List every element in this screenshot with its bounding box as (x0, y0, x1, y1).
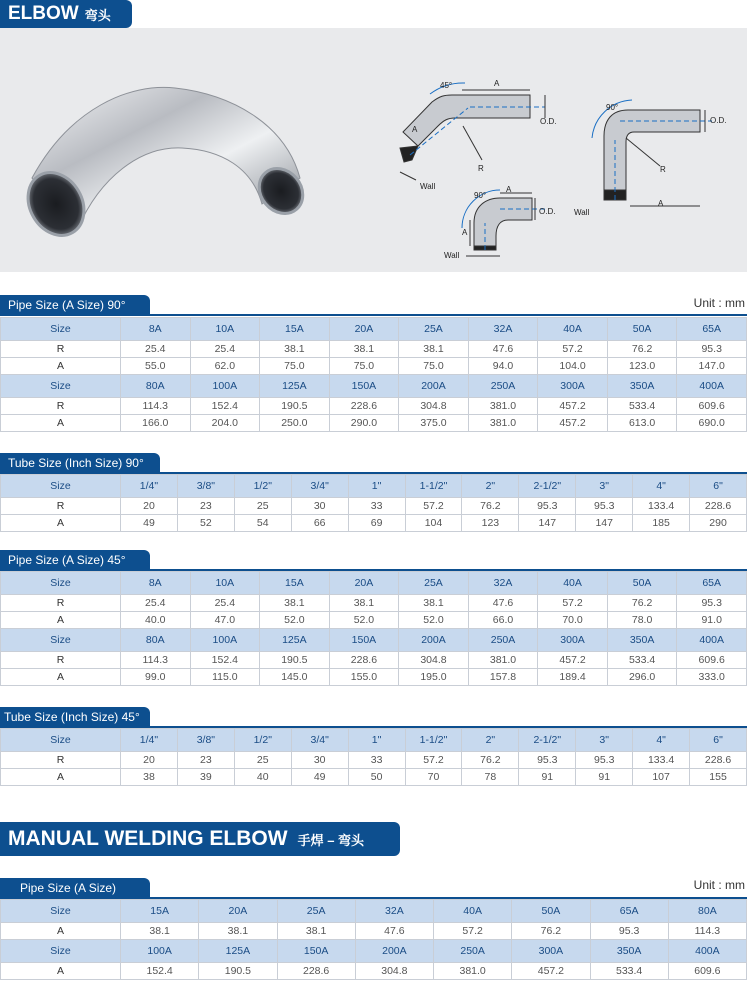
table-cell: 95.3 (677, 341, 747, 358)
table-row (1, 612, 747, 629)
table-cell: 190.5 (260, 398, 330, 415)
table-cell: 250A (468, 629, 538, 652)
table-cell: 185 (633, 515, 690, 532)
table-cell: 8A (121, 572, 191, 595)
od-label-1: O.D. (540, 117, 557, 126)
row-label-cell: R (1, 398, 121, 415)
table-cell: 65A (677, 318, 747, 341)
manual-pipe-table (0, 899, 747, 980)
table-cell: 20 (121, 498, 178, 515)
table-cell: 533.4 (607, 652, 677, 669)
table-header-row (1, 572, 747, 595)
table-cell: 204.0 (190, 415, 260, 432)
table-cell: 114.3 (668, 923, 746, 940)
table-cell: 200A (399, 375, 469, 398)
table-cell: 80A (668, 900, 746, 923)
table-cell: 10A (190, 572, 260, 595)
table-cell: 62.0 (190, 358, 260, 375)
table-header-row (1, 629, 747, 652)
table-cell: 4" (633, 475, 690, 498)
table-cell: 52.0 (329, 612, 399, 629)
table-cell: 49 (121, 515, 178, 532)
table-cell: 33 (348, 498, 405, 515)
table-cell: 49 (291, 769, 348, 786)
pipe-90-table (0, 317, 747, 432)
table-row (1, 341, 747, 358)
table-cell: 400A (668, 940, 746, 963)
table-cell: 152.4 (190, 652, 260, 669)
table-cell: 57.2 (538, 341, 608, 358)
table-cell: 125A (260, 375, 330, 398)
table-cell: 300A (512, 940, 590, 963)
table-cell: 40A (538, 572, 608, 595)
row-label-cell: Size (1, 375, 121, 398)
table-cell: 47.6 (468, 341, 538, 358)
table-cell: 1" (348, 475, 405, 498)
row-label-cell: A (1, 769, 121, 786)
unit-label-2: Unit : mm (693, 878, 745, 892)
table-cell: 25.4 (121, 341, 191, 358)
row-label-cell: A (1, 358, 121, 375)
table-cell: 52.0 (260, 612, 330, 629)
table-cell: 38.1 (399, 341, 469, 358)
row-label-cell: R (1, 752, 121, 769)
table-cell: 15A (121, 900, 199, 923)
table-row (1, 515, 747, 532)
table-cell: 23 (177, 498, 234, 515)
table-cell: 25A (399, 572, 469, 595)
table-cell: 147.0 (677, 358, 747, 375)
table-cell: 66 (291, 515, 348, 532)
table-cell: 189.4 (538, 669, 608, 686)
table-cell: 114.3 (121, 652, 191, 669)
dim-a-label-4: A (506, 185, 512, 194)
dim-a-label-1: A (494, 79, 500, 88)
table-cell: 157.8 (468, 669, 538, 686)
table-cell: 250A (434, 940, 512, 963)
table-cell: 75.0 (260, 358, 330, 375)
table-cell: 1-1/2" (405, 729, 462, 752)
table-cell: 2" (462, 729, 519, 752)
table-cell: 350A (590, 940, 668, 963)
table-cell: 78.0 (607, 612, 677, 629)
table-cell: 300A (538, 375, 608, 398)
table-cell: 250A (468, 375, 538, 398)
table-cell: 3/8" (177, 475, 234, 498)
table-cell: 99.0 (121, 669, 191, 686)
table-cell: 40 (234, 769, 291, 786)
r-label-2: R (660, 165, 666, 174)
elbow-banner (0, 0, 132, 28)
table-cell: 50A (607, 572, 677, 595)
table-cell: 38 (121, 769, 178, 786)
table-cell: 50 (348, 769, 405, 786)
table-cell: 609.6 (677, 398, 747, 415)
table-cell: 57.2 (538, 595, 608, 612)
table-cell: 457.2 (538, 652, 608, 669)
table-cell: 457.2 (538, 415, 608, 432)
dim-a-label-2: A (412, 125, 418, 134)
table-cell: 50A (607, 318, 677, 341)
table-cell: 32A (355, 900, 433, 923)
table-cell: 107 (633, 769, 690, 786)
table-cell: 25.4 (190, 595, 260, 612)
table-cell: 250.0 (260, 415, 330, 432)
table-cell: 690.0 (677, 415, 747, 432)
table-cell: 609.6 (668, 963, 746, 980)
table-cell: 80A (121, 629, 191, 652)
table-cell: 150A (329, 629, 399, 652)
table-cell: 95.3 (519, 498, 576, 515)
table-cell: 533.4 (607, 398, 677, 415)
od-label-3: O.D. (539, 207, 556, 216)
row-label-cell: A (1, 963, 121, 980)
row-label-cell: A (1, 923, 121, 940)
table-cell: 1" (348, 729, 405, 752)
table-cell: 104 (405, 515, 462, 532)
table-cell: 95.3 (576, 752, 633, 769)
table-cell: 100A (190, 629, 260, 652)
elbow-title: ELBOW (8, 3, 79, 24)
table-cell: 304.8 (355, 963, 433, 980)
table-cell: 76.2 (462, 752, 519, 769)
table-cell: 39 (177, 769, 234, 786)
table-cell: 52 (177, 515, 234, 532)
table-cell: 125A (260, 629, 330, 652)
table-row (1, 358, 747, 375)
table-row (1, 669, 747, 686)
table-cell: 147 (576, 515, 633, 532)
table-cell: 38.1 (260, 341, 330, 358)
table-cell: 123 (462, 515, 519, 532)
angle-45-label: 45° (440, 81, 453, 90)
row-label-cell: A (1, 669, 121, 686)
pipe-45-title: Pipe Size (A Size) 45° (0, 550, 150, 570)
table-cell: 609.6 (677, 652, 747, 669)
table-cell: 38.1 (199, 923, 277, 940)
table-cell: 25 (234, 498, 291, 515)
table-row (1, 769, 747, 786)
elbow-illustration (0, 28, 747, 272)
table-cell: 1/4" (121, 475, 178, 498)
table-cell: 25.4 (190, 341, 260, 358)
row-label-cell: R (1, 595, 121, 612)
table-cell: 100A (190, 375, 260, 398)
table-cell: 375.0 (399, 415, 469, 432)
table-cell: 38.1 (277, 923, 355, 940)
table-cell: 296.0 (607, 669, 677, 686)
table-cell: 104.0 (538, 358, 608, 375)
table-cell: 91 (519, 769, 576, 786)
table-cell: 133.4 (633, 752, 690, 769)
table-cell: 30 (291, 498, 348, 515)
table-cell: 3" (576, 475, 633, 498)
table-cell: 57.2 (405, 498, 462, 515)
table-cell: 69 (348, 515, 405, 532)
row-label-cell: Size (1, 475, 121, 498)
table-cell: 38.1 (121, 923, 199, 940)
manual-welding-banner (0, 822, 400, 856)
table-cell: 10A (190, 318, 260, 341)
table-row (1, 923, 747, 940)
table-cell: 350A (607, 629, 677, 652)
manual-welding-title: MANUAL WELDING ELBOW (8, 827, 288, 850)
angle-90-label-2: 90° (474, 191, 487, 200)
table-cell: 91.0 (677, 612, 747, 629)
tube-45-table (0, 728, 747, 786)
table-cell: 1/4" (121, 729, 178, 752)
table-cell: 38.1 (329, 595, 399, 612)
table-cell: 52.0 (399, 612, 469, 629)
table-cell: 3/4" (291, 475, 348, 498)
table-cell: 47.6 (468, 595, 538, 612)
drawing-45-degree (400, 83, 545, 180)
table-cell: 40.0 (121, 612, 191, 629)
table-cell: 70.0 (538, 612, 608, 629)
table-cell: 2" (462, 475, 519, 498)
table-cell: 25.4 (121, 595, 191, 612)
table-header-row (1, 729, 747, 752)
table-cell: 4" (633, 729, 690, 752)
table-cell: 25A (277, 900, 355, 923)
table-cell: 150A (329, 375, 399, 398)
table-cell: 55.0 (121, 358, 191, 375)
table-cell: 123.0 (607, 358, 677, 375)
table-cell: 95.3 (590, 923, 668, 940)
table-cell: 75.0 (399, 358, 469, 375)
pipe-90-title: Pipe Size (A Size) 90° (0, 295, 150, 315)
row-label-cell: A (1, 515, 121, 532)
table-cell: 76.2 (607, 595, 677, 612)
table-cell: 381.0 (468, 652, 538, 669)
table-cell: 200A (399, 629, 469, 652)
table-cell: 166.0 (121, 415, 191, 432)
table-header-row (1, 375, 747, 398)
row-label-cell: Size (1, 900, 121, 923)
wall-label-3: Wall (444, 251, 460, 260)
manual-pipe-title: Pipe Size (A Size) (0, 878, 150, 898)
table-cell: 190.5 (199, 963, 277, 980)
table-cell: 47.0 (190, 612, 260, 629)
table-cell: 300A (538, 629, 608, 652)
table-cell: 147 (519, 515, 576, 532)
table-header-row (1, 940, 747, 963)
product-image-area (0, 28, 747, 272)
table-cell: 47.6 (355, 923, 433, 940)
table-cell: 38.1 (329, 341, 399, 358)
r-label-1: R (478, 164, 484, 173)
table-cell: 76.2 (462, 498, 519, 515)
table-cell: 381.0 (468, 415, 538, 432)
wall-label-1: Wall (420, 182, 436, 191)
dim-a-label-3: A (658, 199, 664, 208)
table-row (1, 652, 747, 669)
table-cell: 152.4 (190, 398, 260, 415)
table-cell: 228.6 (329, 398, 399, 415)
table-cell: 65A (677, 572, 747, 595)
table-cell: 80A (121, 375, 191, 398)
section-rule (0, 314, 747, 316)
table-row (1, 595, 747, 612)
table-cell: 1-1/2" (405, 475, 462, 498)
table-cell: 91 (576, 769, 633, 786)
row-label-cell: A (1, 612, 121, 629)
row-label-cell: Size (1, 572, 121, 595)
table-cell: 38.1 (399, 595, 469, 612)
table-cell: 1/2" (234, 475, 291, 498)
table-cell: 350A (607, 375, 677, 398)
table-cell: 32A (468, 572, 538, 595)
od-label-2: O.D. (710, 116, 727, 125)
table-cell: 228.6 (690, 752, 747, 769)
table-cell: 95.3 (677, 595, 747, 612)
table-cell: 381.0 (468, 398, 538, 415)
table-cell: 20A (329, 572, 399, 595)
angle-90-label-1: 90° (606, 103, 619, 112)
table-cell: 30 (291, 752, 348, 769)
table-cell: 94.0 (468, 358, 538, 375)
table-cell: 76.2 (512, 923, 590, 940)
table-cell: 115.0 (190, 669, 260, 686)
table-cell: 333.0 (677, 669, 747, 686)
table-cell: 65A (590, 900, 668, 923)
table-cell: 133.4 (633, 498, 690, 515)
table-cell: 20A (329, 318, 399, 341)
table-cell: 25A (399, 318, 469, 341)
table-row (1, 415, 747, 432)
table-cell: 152.4 (121, 963, 199, 980)
table-cell: 66.0 (468, 612, 538, 629)
tube-90-table (0, 474, 747, 532)
row-label-cell: Size (1, 318, 121, 341)
elbow-title-cn: 弯头 (84, 7, 111, 23)
elbow-photo (17, 87, 312, 245)
table-cell: 533.4 (590, 963, 668, 980)
table-cell: 40A (434, 900, 512, 923)
table-cell: 50A (512, 900, 590, 923)
table-row (1, 963, 747, 980)
tube-45-title: Tube Size (Inch Size) 45° (0, 707, 150, 727)
table-cell: 304.8 (399, 398, 469, 415)
table-cell: 15A (260, 572, 330, 595)
table-cell: 33 (348, 752, 405, 769)
table-cell: 228.6 (277, 963, 355, 980)
row-label-cell: R (1, 341, 121, 358)
table-cell: 15A (260, 318, 330, 341)
table-cell: 3/4" (291, 729, 348, 752)
table-cell: 38.1 (260, 595, 330, 612)
row-label-cell: R (1, 498, 121, 515)
table-cell: 57.2 (434, 923, 512, 940)
table-cell: 25 (234, 752, 291, 769)
tube-90-title: Tube Size (Inch Size) 90° (0, 453, 160, 473)
table-cell: 155 (690, 769, 747, 786)
table-cell: 20 (121, 752, 178, 769)
table-cell: 3" (576, 729, 633, 752)
dim-a-label-5: A (462, 228, 468, 237)
wall-label-2: Wall (574, 208, 590, 217)
table-cell: 23 (177, 752, 234, 769)
table-cell: 457.2 (512, 963, 590, 980)
table-cell: 70 (405, 769, 462, 786)
table-cell: 155.0 (329, 669, 399, 686)
table-cell: 381.0 (434, 963, 512, 980)
table-cell: 2-1/2" (519, 729, 576, 752)
table-cell: 95.3 (576, 498, 633, 515)
row-label-cell: Size (1, 729, 121, 752)
table-cell: 290 (690, 515, 747, 532)
table-cell: 20A (199, 900, 277, 923)
table-cell: 457.2 (538, 398, 608, 415)
table-cell: 150A (277, 940, 355, 963)
table-cell: 95.3 (519, 752, 576, 769)
table-cell: 8A (121, 318, 191, 341)
table-cell: 32A (468, 318, 538, 341)
table-cell: 125A (199, 940, 277, 963)
table-cell: 6" (690, 729, 747, 752)
table-row (1, 752, 747, 769)
table-cell: 613.0 (607, 415, 677, 432)
table-cell: 6" (690, 475, 747, 498)
unit-label-1: Unit : mm (693, 296, 745, 310)
table-cell: 78 (462, 769, 519, 786)
table-cell: 40A (538, 318, 608, 341)
table-cell: 114.3 (121, 398, 191, 415)
table-header-row (1, 475, 747, 498)
table-cell: 3/8" (177, 729, 234, 752)
table-cell: 228.6 (690, 498, 747, 515)
row-label-cell: A (1, 415, 121, 432)
table-cell: 2-1/2" (519, 475, 576, 498)
table-cell: 54 (234, 515, 291, 532)
table-cell: 1/2" (234, 729, 291, 752)
table-header-row (1, 900, 747, 923)
manual-welding-title-cn: 手焊 – 弯头 (297, 832, 365, 848)
row-label-cell: R (1, 652, 121, 669)
table-cell: 200A (355, 940, 433, 963)
table-row (1, 498, 747, 515)
table-header-row (1, 318, 747, 341)
table-cell: 57.2 (405, 752, 462, 769)
table-cell: 190.5 (260, 652, 330, 669)
table-cell: 290.0 (329, 415, 399, 432)
table-row (1, 398, 747, 415)
table-cell: 304.8 (399, 652, 469, 669)
table-cell: 76.2 (607, 341, 677, 358)
pipe-45-table (0, 571, 747, 686)
table-cell: 195.0 (399, 669, 469, 686)
row-label-cell: Size (1, 940, 121, 963)
table-cell: 400A (677, 375, 747, 398)
table-cell: 400A (677, 629, 747, 652)
row-label-cell: Size (1, 629, 121, 652)
table-cell: 75.0 (329, 358, 399, 375)
table-cell: 228.6 (329, 652, 399, 669)
drawing-90-degree (592, 100, 712, 206)
table-cell: 145.0 (260, 669, 330, 686)
table-cell: 100A (121, 940, 199, 963)
